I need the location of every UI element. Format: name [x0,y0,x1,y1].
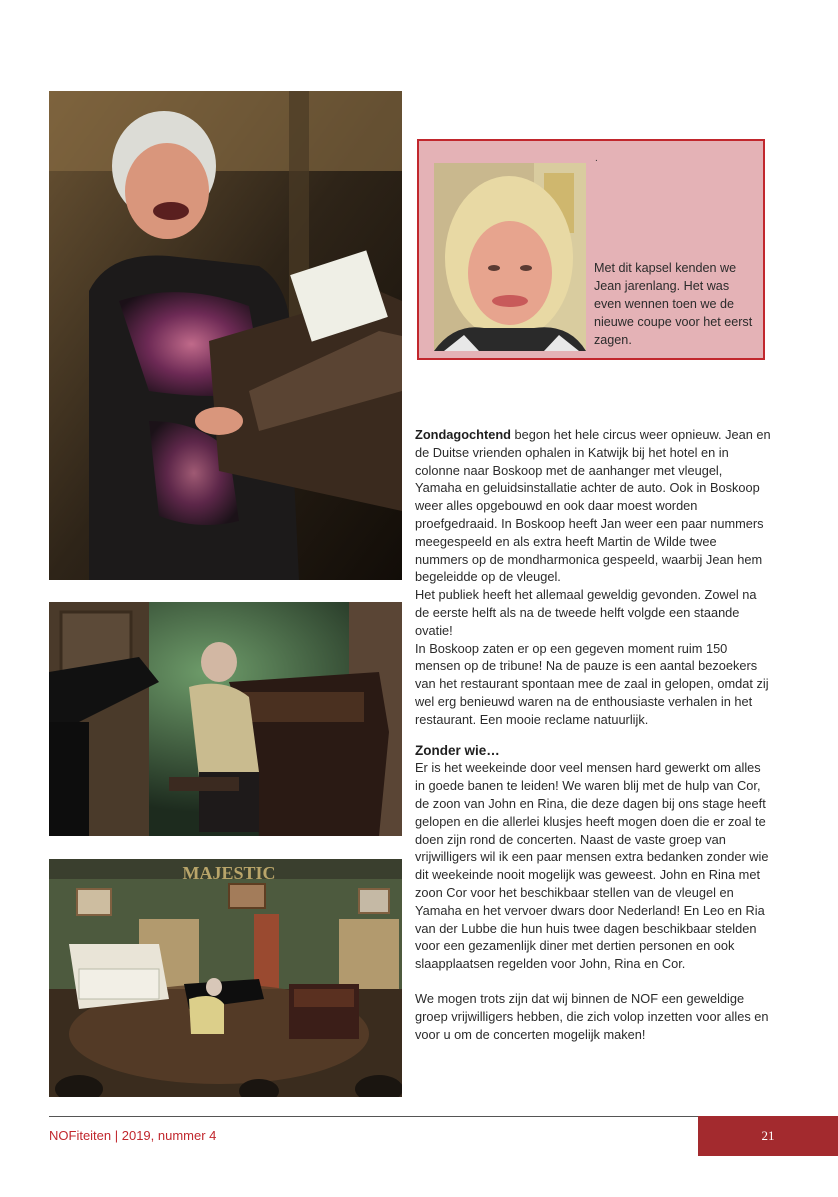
article-body [415,426,771,1043]
paragraph-lead: Zondagochtend [415,427,511,442]
photo-concert-hall [49,859,402,1097]
footer-publication: NOFiteiten | 2019, nummer 4 [49,1128,217,1143]
section-heading: Zonder wie… [415,742,500,758]
paragraph-3: In Boskoop zaten er op een gegeven moment ruim 150 mensen op de tribune! Na de pauze is een aantal bezoekers van het restaurant spontaan mee de zaal in gelopen, omdat zij wel erg benieuwd waren na de enthousiaste verhalen in het restaurant. Een mooie reclame natuurlijk. [415,640,769,727]
paragraph-2: Het publiek heeft het allemaal geweldig gevonden. Zowel na de eerste helft als na de tweede helft volgde een staande ovatie! [415,587,757,638]
photo-organist-laughing [49,91,402,580]
paragraph-4: Er is het weekeinde door veel mensen hard gewerkt om alles in goede banen te leiden! We waren blij met de hulp van Cor, de zoon van John en Rina, die deze dagen bij ons stage heeft gelopen en die allerlei klusjes heeft mogen doen die er zoal te doen zijn rond de concerten. Naast de vaste groep van vrijwilligers wil ik een paar mensen extra bedanken zonder wie dit weekeinde nooit mogelijk was geweest. John en Rina met zoon Cor voor het beschikbaar stellen van de vleugel en Yamaha en het vervoer dwars door Nederland! En Leo en Ria van der Lubbe die hun huis twee dagen beschikbaar stelden voor een gezamenlijk diner met dertien personen en ook slaapplaatsen regelden voor John, Rina en Cor. [415,760,769,972]
svg-text:MAJESTIC: MAJESTIC [182,863,276,883]
caption-box [417,139,765,360]
paragraph-5: We mogen trots zijn dat wij binnen de NOF een geweldige groep vrijwilligers hebben, die zich volop inzetten voor alles en voor u om de concerten mogelijk maken! [415,990,769,1042]
page-number: 21 [698,1116,838,1156]
paragraph-1-text: begon het hele circus weer opnieuw. Jean en de Duitse vrienden ophalen in Katwijk bij het hotel en in colonne naar Boskoop met de aanhanger met vleugel, Yamaha en geluidsinstallatie achter de auto. Ook in Boskoop weer alles opgebouwd en ook daar moest worden proefgedraaid. In Boskoop heeft Jan weer een paar nummers meegespeeld en als extra heeft Martin de Wilde twee nummers op de mondharmonica gespeeld, waarbij Jean hem begeleidde op de vleugel. [415,427,771,585]
footer-rule [49,1116,698,1117]
caption-text: Met dit kapsel kenden we Jean jarenlang. Het was even wennen toen we de nieuwe coupe voor het eerst zagen. [594,261,753,347]
caption-dot: . [595,153,598,164]
portrait-photo [434,163,586,351]
paragraph-1 [415,426,771,586]
photo-organist-stage [49,602,402,836]
